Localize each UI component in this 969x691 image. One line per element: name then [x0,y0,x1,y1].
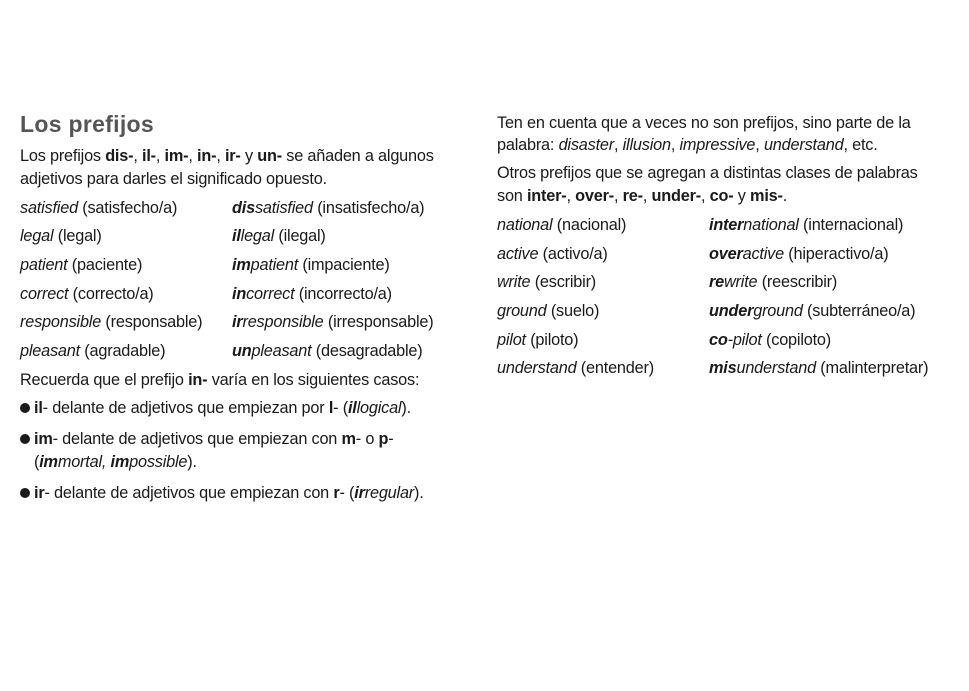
bullet-il: il- delante de adjetivos que empiezan por l- (illogical). [20,398,411,418]
intro-line-2: adjetivos para darles el significado opuesto. [20,170,327,188]
intro-line-1: Los prefijos dis-, il-, im-, in-, ir- y un- se añaden a algunos [20,147,434,165]
section-title: Los prefijos [20,111,154,137]
prefix-pair-row: understand (entender) misunderstand (malinterpretar) [497,359,929,377]
prefix-pair-row: correct (correcto/a) incorrect (incorrecto/a) [20,285,392,303]
bullet-im: im- delante de adjetivos que empiezan con m- o p- [20,429,394,449]
prefix-pair-row: active (activo/a) overactive (hiperactivo/a) [497,245,889,263]
prefix-pair-row: legal (legal) illegal (ilegal) [20,227,326,245]
other-prefixes-line-1: Otros prefijos que se agregan a distintas clases de palabras [497,164,918,182]
prefix-pair-row: ground (suelo) underground (subterráneo/a) [497,302,916,320]
prefix-pair-row: pleasant (agradable) unpleasant (desagradable) [20,342,423,360]
bullet-dot-icon [20,434,30,444]
note-line-1: Ten en cuenta que a veces no son prefijos, sino parte de la [497,114,911,132]
prefix-pair-row: responsible (responsable) irresponsible (irresponsable) [20,313,434,331]
bullet-im-examples: (immortal, impossible). [34,453,197,471]
bullet-ir: ir- delante de adjetivos que empiezan con r- (irregular). [20,483,424,503]
prefix-pair-row: pilot (piloto) co-pilot (copiloto) [497,331,831,349]
note-line-2: palabra: disaster, illusion, impressive, understand, etc. [497,136,878,154]
prefix-pair-row: write (escribir) rewrite (reescribir) [497,273,838,291]
bullet-dot-icon [20,488,30,498]
bullet-dot-icon [20,403,30,413]
rule-note: Recuerda que el prefijo in- varía en los siguientes casos: [20,371,420,389]
prefix-pair-row: national (nacional) international (internacional) [497,216,904,234]
other-prefixes-line-2: son inter-, over-, re-, under-, co- y mis-. [497,187,788,205]
prefix-pair-row: patient (paciente) impatient (impaciente) [20,256,390,274]
prefix-pair-row: satisfied (satisfecho/a) dissatisfied (insatisfecho/a) [20,199,425,217]
